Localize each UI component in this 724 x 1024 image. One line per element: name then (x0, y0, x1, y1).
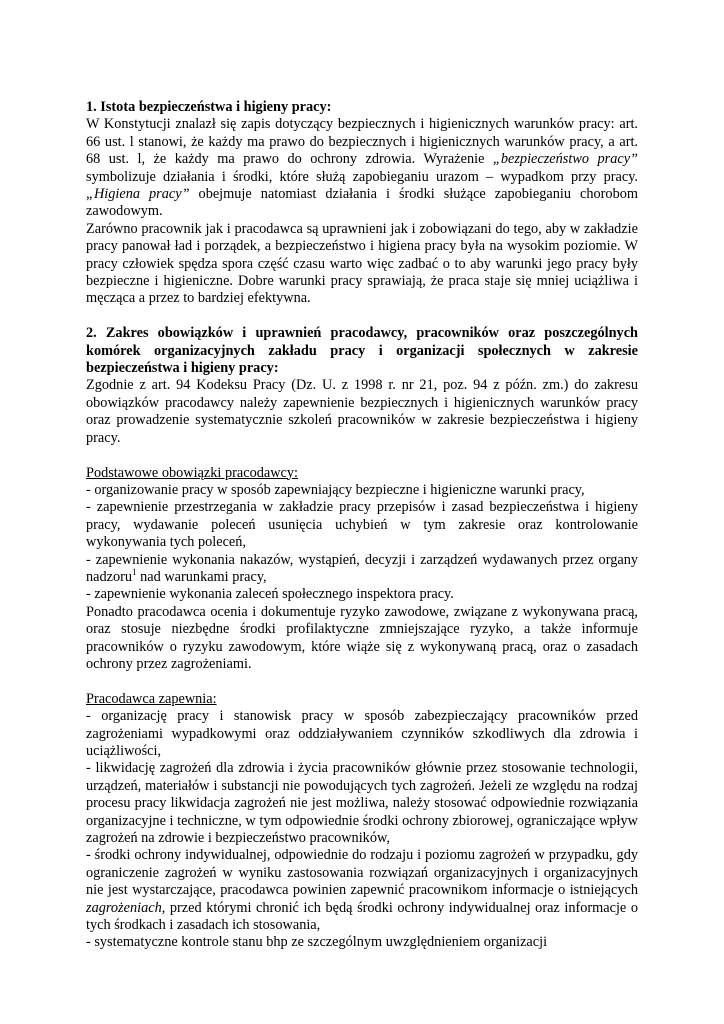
spacer (86, 673, 638, 690)
provides-title: Pracodawca zapewnia: (86, 690, 217, 707)
list-item (86, 847, 638, 934)
section-2-heading: 2. Zakres obowiązków i uprawnień pracodawcy, pracowników oraz poszczególnych komórek organizacyjnych zakładu pracy i organizacji społecznych w zakresie bezpieczeństwa i higieny pracy: (86, 325, 638, 377)
text-run: - środki ochrony indywidualnej, odpowiednie do rodzaju i poziomu zagrożeń w przypadku, gdy ograniczenie zagrożeń w wyniku zastosowania rozwiązań organizacyjnych i organizacyjnych nie jest wystarczające, pracodawca powinien zapewnić pracownikom informacje o istniejących (86, 847, 638, 899)
list-item: - organizowanie pracy w sposób zapewniający bezpieczne i higieniczne warunki pracy, (86, 481, 585, 498)
text-run: nad warunkami pracy, (136, 568, 267, 585)
term-higiena-pracy: „Higiena pracy” (86, 186, 190, 203)
section-1-paragraph-1 (86, 116, 638, 220)
term-zagrozeniach: zagrożeniach (86, 899, 162, 916)
text-run: - zapewnienie wykonania nakazów, wystąpień, decyzji i zarządzeń wydawanych przez organy nadzoru (86, 551, 638, 585)
provides-list (86, 708, 638, 952)
duties-title: Podstawowe obowiązki pracodawcy: (86, 464, 299, 481)
list-item: - zapewnienie wykonania zaleceń społecznego inspektora pracy. (86, 586, 454, 603)
duties-after-paragraph: Ponadto pracodawca ocenia i dokumentuje ryzyko zawodowe, związane z wykonywana pracą, oraz stosuje niezbędne środki profilaktyczne zmniejszające ryzyko, a także informuje pracowników o ryzyku zawodowym, które wiąże się z wykonywaną pracą, oraz o zasadach ochrony przez zagrożeniami. (86, 603, 638, 672)
duties-list (86, 482, 638, 604)
document-page (86, 99, 638, 952)
footnote-ref[interactable]: 1 (132, 567, 137, 578)
text-run: , przed którymi chronić ich będą środki ochrony indywidualnej oraz informacje o tych środkach i zasadach ich stosowania, (86, 899, 638, 934)
term-bezpieczenstwo-pracy: „bezpieczeństwo pracy” (492, 151, 638, 168)
spacer (86, 447, 638, 464)
section-2-paragraph-1: Zgodnie z art. 94 Kodeksu Pracy (Dz. U. z 1998 r. nr 21, poz. 94 z późn. zm.) do zakresu obowiązków pracodawcy należy zapewnienie bezpiecznych i higienicznych warunków pracy oraz prowadzenie systematycznie szkoleń pracowników w zakresie bezpieczeństwa i higieny pracy. (86, 377, 638, 446)
text-run: W Konstytucji znalazł się zapis dotyczący bezpiecznych i higienicznych warunków pracy: art. 66 ust. l stanowi, że każdy ma prawo do bezpiecznych i higienicznych warunków pracy, a art. 68 ust. l, że każdy ma prawo do ochrony zdrowia. Wyrażenie (86, 116, 638, 168)
list-item: - organizację pracy i stanowisk pracy w sposób zabezpieczający pracowników przed zagrożeniami wypadkowymi oraz oddziaływaniem czynników szkodliwych dla zdrowia i uciążliwości, (86, 708, 638, 759)
section-1-paragraph-2: Zarówno pracownik jak i pracodawca są uprawnieni jak i zobowiązani do tego, aby w zakładzie pracy panował ład i porządek, a bezpieczeństwo i higiena pracy była na wysokim poziomie. W pracy człowiek spędza spora część czasu warto więc zadbać o to aby warunki jego pracy były bezpieczne i higieniczne. Dobre warunki pracy sprawiają, że praca staje się mniej uciążliwa i męcząca a przez to bardziej efektywna. (86, 220, 638, 307)
section-1-heading: 1. Istota bezpieczeństwa i higieny pracy: (86, 99, 332, 115)
list-item: - likwidację zagrożeń dla zdrowia i życia pracowników głównie przez stosowanie technologii, urządzeń, materiałów i substancji nie powodujących tych zagrożeń. Jeżeli ze względu na rodzaj procesu pracy likwidacja zagrożeń nie jest możliwa, należy stosować odpowiednie rozwiązania organizacyjne i techniczne, w tym odpowiednie środki ochrony zbiorowej, ograniczające wpływ zagrożeń na zdrowie i bezpieczeństwo pracowników, (86, 760, 638, 847)
list-item: - zapewnienie przestrzegania w zakładzie pracy przepisów i zasad bezpieczeństwa i higieny pracy, wydawanie poleceń usunięcia uchybień w tym zakresie oraz kontrolowanie wykonywania tych poleceń, (86, 499, 638, 551)
text-run: symbolizuje działania i środki, które służą zapobieganiu urazom – wypadkom przy pracy. (86, 168, 638, 185)
spacer (86, 308, 638, 325)
list-item (86, 552, 638, 587)
text-run: obejmuje natomiast działania i środki służące zapobieganiu chorobom zawodowym. (86, 186, 638, 220)
list-item: - systematyczne kontrole stanu bhp ze szczególnym uwzględnieniem organizacji (86, 934, 548, 951)
